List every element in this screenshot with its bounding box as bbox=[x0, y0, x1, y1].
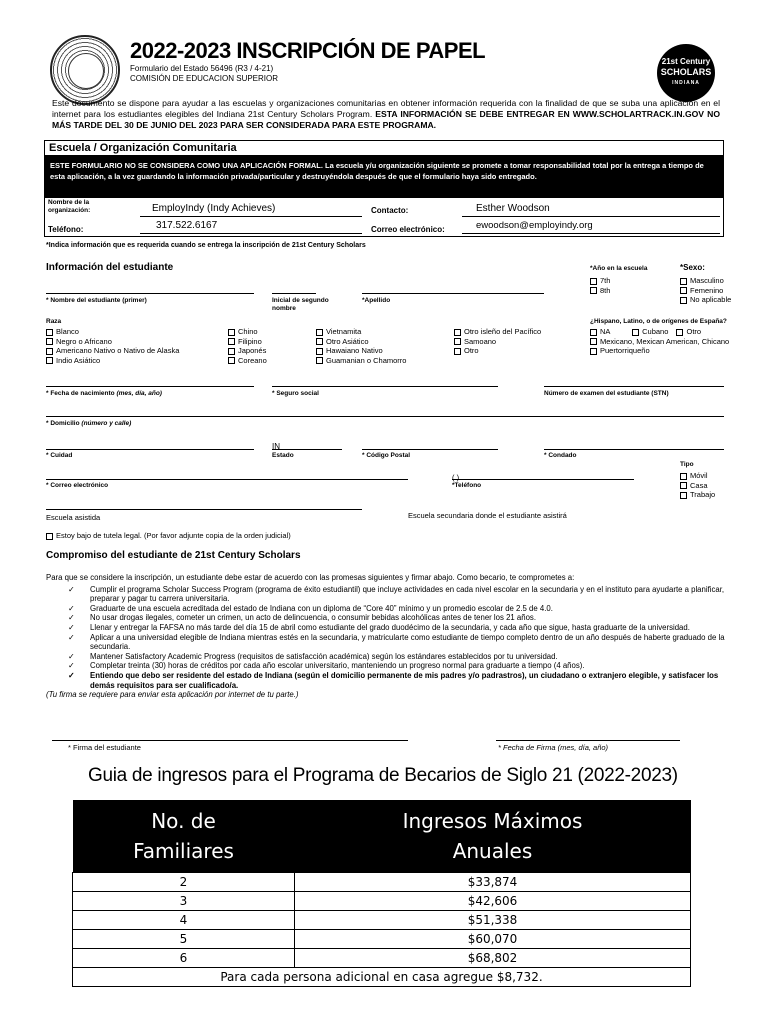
contact-field[interactable]: Esther Woodson bbox=[462, 203, 720, 217]
dob-field[interactable] bbox=[46, 374, 254, 387]
hispanic-other-option[interactable]: Otro bbox=[676, 327, 701, 336]
first-name-label: * Nombre del estudiante (primer) bbox=[46, 297, 147, 304]
checkbox[interactable] bbox=[680, 287, 687, 294]
table-row: 4 $51,338 bbox=[73, 911, 691, 930]
city-label: * Cuidad bbox=[46, 452, 73, 459]
first-name-field[interactable] bbox=[46, 281, 254, 294]
student-phone-field[interactable]: ( ) bbox=[452, 467, 634, 480]
address-field[interactable] bbox=[46, 404, 724, 417]
race-label: Raza bbox=[46, 318, 62, 325]
indiana-state-seal bbox=[50, 35, 120, 105]
zip-label: * Código Postal bbox=[362, 452, 411, 459]
race-option[interactable]: Otro bbox=[454, 346, 541, 356]
col-income-header: Ingresos Máximos Anuales bbox=[295, 800, 691, 873]
sex-male-option[interactable]: Masculino bbox=[680, 276, 731, 286]
income-guide-table bbox=[72, 800, 691, 987]
county-label: * Condado bbox=[544, 452, 577, 459]
stn-label: Número de examen del estudiante (STN) bbox=[544, 390, 669, 397]
student-section-title: Información del estudiante bbox=[46, 262, 174, 273]
dob-label: * Fecha de nacimiento (mes, día, año) bbox=[46, 390, 162, 397]
pledge-body bbox=[46, 573, 728, 700]
last-name-field[interactable] bbox=[362, 281, 544, 294]
pledge-item: ✓ Aplicar a una universidad elegible de Indiana mientras estés en la secundaria, y matricularte como estudiante de tiempo completo dentro de un año después de haberte graduado de la secundaria. bbox=[46, 633, 728, 652]
form-subtitle bbox=[130, 64, 278, 84]
state-label: Estado bbox=[272, 452, 294, 459]
pledge-item: ✓ Completar treinta (30) horas de créditos por cada año escolar universitario, manteniendo un progreso normal para graduarte a tiempo (4 años). bbox=[46, 661, 728, 671]
pledge-title: Compromiso del estudiante de 21st Century Scholars bbox=[46, 550, 301, 561]
last-name-label: *Apellido bbox=[362, 297, 391, 304]
pledge-item: ✓ Graduarte de una escuela acreditada del estado de Indiana con un diploma de “Core 40” mínimo y un promedio escolar de 2.5 de 4.0. bbox=[46, 604, 728, 614]
org-name-label: Nombre de la organización: bbox=[48, 199, 91, 214]
race-col-1 bbox=[46, 327, 179, 365]
race-option[interactable]: Filipino bbox=[228, 337, 267, 347]
pledge-note: (Tu firma se requiere para enviar esta aplicación por internet de tu parte.) bbox=[46, 690, 299, 700]
race-option[interactable]: Samoano bbox=[454, 337, 541, 347]
high-school-label: Escuela secundaria donde el estudiante asistirá bbox=[408, 511, 567, 520]
signature-date-label: * Fecha de Firma (mes, día, año) bbox=[498, 743, 609, 752]
checkbox[interactable] bbox=[46, 533, 53, 540]
sex-label: *Sexo: bbox=[680, 263, 705, 272]
middle-initial-field[interactable] bbox=[272, 281, 316, 294]
checkbox[interactable] bbox=[680, 297, 687, 304]
col-household-header: No. de Familiares bbox=[73, 800, 295, 873]
address-label: * Domicilio (número y calle) bbox=[46, 420, 132, 427]
stn-field[interactable] bbox=[544, 374, 724, 387]
agency-name: COMISIÓN DE EDUCACION SUPERIOR bbox=[130, 74, 279, 83]
checkbox[interactable] bbox=[590, 278, 597, 285]
phone-type-work[interactable]: Trabajo bbox=[680, 490, 715, 500]
pledge-lead: Para que se considere la inscripción, un estudiante debe estar de acuerdo con las promesas siguientes y firmar abajo. Como becario, te comprometes a: bbox=[46, 573, 575, 582]
race-option[interactable]: Otro isleño del Pacífico bbox=[454, 327, 541, 337]
org-notice: ESTE FORMULARIO NO SE CONSIDERA COMO UNA APLICACIÓN FORMAL. La escuela y/u organización siguiente se promete a tomar responsabilidad total por la entrega a tiempo de esta aplicación, a la vez guardando la información privada/particular y destruyéndola después de que el formulario haya sido entregado. bbox=[44, 156, 724, 197]
grade-7-option[interactable]: 7th bbox=[590, 276, 610, 286]
middle-initial-label: Inicial de segundo nombre bbox=[272, 297, 329, 312]
sex-options bbox=[680, 276, 731, 305]
sex-na-option[interactable]: No aplicable bbox=[680, 295, 731, 305]
table-row: 6 $68,802 bbox=[73, 949, 691, 968]
hispanic-puertorican-option[interactable]: Puertorriqueño bbox=[590, 346, 729, 356]
race-option[interactable]: Chino bbox=[228, 327, 267, 337]
race-option[interactable]: Indio Asiático bbox=[46, 356, 179, 366]
form-number: Formulario del Estado 56496 (R3 / 4-21) bbox=[130, 64, 274, 73]
21st-century-scholars-logo: 21st Century SCHOLARS INDIANA bbox=[657, 44, 715, 102]
org-phone-field[interactable]: 317.522.6167 bbox=[140, 220, 362, 234]
race-option[interactable]: Japonés bbox=[228, 346, 267, 356]
grade-options bbox=[590, 276, 610, 295]
state-field[interactable]: IN bbox=[272, 437, 342, 450]
contact-label: Contacto: bbox=[371, 206, 409, 215]
org-section-header: Escuela / Organización Comunitaria bbox=[44, 140, 724, 156]
race-option[interactable]: Hawaiano Nativo bbox=[316, 346, 406, 356]
race-option[interactable]: Vietnamita bbox=[316, 327, 406, 337]
pledge-item: ✓ Entiendo que debo ser residente del estado de Indiana (según el domicilio permanente de mis padres y/o padrastros), un ciudadano o extranjero elegible, y satisfacer los demás requisitos para ser cualificado/a. bbox=[46, 671, 728, 690]
signature-date-field[interactable] bbox=[496, 728, 680, 741]
student-email-label: * Correo electrónico bbox=[46, 482, 109, 489]
table-row: 3 $42,606 bbox=[73, 892, 691, 911]
city-field[interactable] bbox=[46, 437, 254, 450]
school-attended-label: Escuela asistida bbox=[46, 513, 101, 522]
ssn-label: * Seguro social bbox=[272, 390, 319, 397]
pledge-item: ✓ Mantener Satisfactory Academic Progress (requisitos de satisfacción académica) según los estándares establecidos por tu universidad. bbox=[46, 652, 728, 662]
zip-field[interactable] bbox=[362, 437, 498, 450]
hispanic-mexican-option[interactable]: Mexicano, Mexican American, Chicano bbox=[590, 337, 729, 347]
grade-8-option[interactable]: 8th bbox=[590, 286, 610, 296]
sex-female-option[interactable]: Femenino bbox=[680, 286, 731, 296]
org-phone-label: Teléfono: bbox=[48, 225, 84, 234]
school-attended-field[interactable] bbox=[46, 497, 362, 510]
income-guide-title: Guia de ingresos para el Programa de Becarios de Siglo 21 (2022-2023) bbox=[88, 765, 678, 786]
phone-type-home[interactable]: Casa bbox=[680, 481, 715, 491]
phone-type-mobile[interactable]: Móvil bbox=[680, 471, 715, 481]
checkbox[interactable] bbox=[680, 278, 687, 285]
race-option[interactable]: Blanco bbox=[46, 327, 179, 337]
intro-paragraph: Este documento se dispone para ayudar a las escuelas y organizaciones comunitarias en obtener información requerida con la finalidad de que se suba una aplicación en el internet para los estudiantes elegibles del Indiana 21st Century Scholars Program. ESTA INFORMACIÓN SE DEBE ENTREGAR EN WWW.SCHOLARTRACK.IN.GOV NO MÁS TARDE DEL 30 DE JUNIO DEL 2023 PARA SER CONSIDERADA PARA ESTE PROGRAMA. bbox=[52, 98, 721, 130]
pledge-item: ✓ No usar drogas ilegales, cometer un crimen, un acto de delincuencia, o consumir bebidas alcohólicas antes de tener los 21 años. bbox=[46, 613, 728, 623]
hispanic-options bbox=[590, 327, 729, 356]
signature-label: * Firma del estudiante bbox=[68, 743, 141, 752]
race-col-4 bbox=[454, 327, 541, 356]
student-email-field[interactable] bbox=[46, 467, 408, 480]
signature-field[interactable] bbox=[52, 728, 408, 741]
hispanic-na-option[interactable]: NA bbox=[590, 327, 610, 336]
race-option[interactable]: Guamanian o Chamorro bbox=[316, 356, 406, 366]
county-field[interactable] bbox=[544, 437, 724, 450]
hispanic-label: ¿Hispano, Latino, o de orígenes de España? bbox=[590, 318, 727, 325]
student-phone-label: *Teléfono bbox=[452, 482, 482, 489]
table-footer-row: Para cada persona adicional en casa agregue $8,732. bbox=[73, 968, 691, 987]
race-col-2 bbox=[228, 327, 267, 365]
org-name-field[interactable]: EmployIndy (Indy Achieves) bbox=[140, 203, 362, 217]
table-row: 5 $60,070 bbox=[73, 930, 691, 949]
phone-type-options bbox=[680, 471, 715, 500]
pledge-item: ✓ Cumplir el programa Scholar Success Program (programa de éxito estudiantil) que incluye actividades en cada nivel escolar en la secundaria y en el instituto para ayudarte a planificar, preparar y pagar tu carrera universitaria. bbox=[46, 585, 728, 604]
checkbox[interactable] bbox=[590, 287, 597, 294]
race-option[interactable]: Negro o Africano bbox=[46, 337, 179, 347]
org-email-field[interactable]: ewoodson@employindy.org bbox=[462, 220, 720, 234]
phone-type-label: Tipo bbox=[680, 461, 694, 468]
race-option[interactable]: Otro Asiático bbox=[316, 337, 406, 347]
race-option[interactable]: Americano Nativo o Nativo de Alaska bbox=[46, 346, 179, 356]
table-row: 2 $33,874 bbox=[73, 873, 691, 892]
guardianship-option[interactable]: Estoy bajo de tutela legal. (Por favor adjunte copia de la orden judicial) bbox=[46, 531, 291, 541]
race-option[interactable]: Coreano bbox=[228, 356, 267, 366]
hispanic-cuban-option[interactable]: Cubano bbox=[632, 327, 668, 336]
race-col-3 bbox=[316, 327, 406, 365]
ssn-field[interactable] bbox=[272, 374, 498, 387]
org-email-label: Correo electrónico: bbox=[371, 225, 445, 234]
form-title: 2022-2023 INSCRIPCIÓN DE PAPEL bbox=[130, 38, 486, 63]
grade-label: *Año en la escuela bbox=[590, 265, 648, 272]
pledge-item: ✓ Llenar y entregar la FAFSA no más tarde del día 15 de abril como estudiante del grado duodécimo de la secundaria, y cada año que sigue, hasta graduarte de la universidad. bbox=[46, 623, 728, 633]
required-note: *Indica información que es requerida cuando se entrega la inscripción de 21st Century Scholars bbox=[46, 242, 366, 249]
